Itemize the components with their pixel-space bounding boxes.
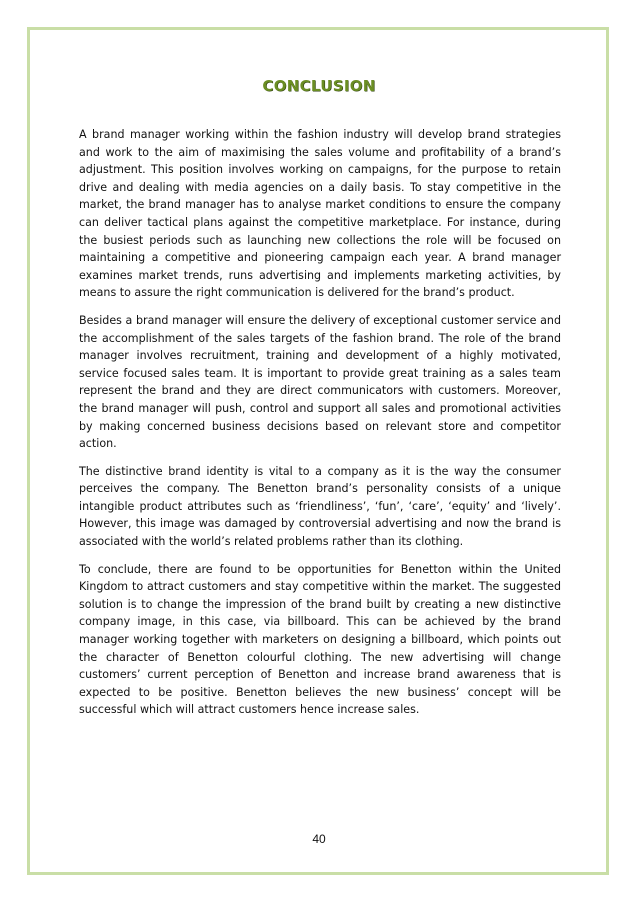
page-number: 40 — [312, 832, 326, 846]
paragraph-1: A brand manager working within the fashion industry will develop brand strategies and work to the aim of maximising the sales volume and profitability of a brand’s adjustment. This position involves working on campaigns, for the purpose to retain drive and dealing with media agencies on a daily basis. To stay competitive in the market, the brand manager has to analyse market conditions to ensure the company can deliver tactical plans against the competitive marketplace. For instance, during the busiest periods such as launching new collections the role will be focused on maintaining a competitive and pioneering campaign each year. A brand manager examines market trends, runs advertising and implements marketing activities, by means to assure the right communication is delivered for the brand’s product. — [79, 128, 561, 300]
paragraph-4: To conclude, there are found to be opportunities for Benetton within the United Kingdom to attract customers and stay competitive within the market. The suggested solution is to change the impression of the brand built by creating a new distinctive company image, in this case, via billboard. This can be achieved by the brand manager working together with marketers on designing a billboard, which points out the character of Benetton colourful clothing. The new advertising will change customers’ current perception of Benetton and increase brand awareness that is expected to be positive. Benetton believes the new business’ concept will be successful which will attract customers hence increase sales. — [79, 562, 561, 717]
paragraph-2: Besides a brand manager will ensure the delivery of exceptional customer service and the accomplishment of the sales targets of the fashion brand. The role of the brand manager involves recruitment, training and development of a highly motivated, service focused sales team. It is important to provide great training as a sales team represent the brand and they are direct communicators with customers. Moreover, the brand manager will push, control and support all sales and promotional activities by making concerned business decisions based on relevant store and competitor action. — [79, 313, 561, 451]
paragraph-3: The distinctive brand identity is vital to a company as it is the way the consumer perceives the company. The Benetton brand’s personality consists of a unique intangible product attributes such as ‘friendliness’, ‘fun’, ‘care’, ‘equity’ and ‘lively’. However, this image was damaged by controversial advertising and now the brand is associated with the world’s related problems rather than its clothing. — [79, 464, 561, 549]
page-title: CONCLUSION — [262, 77, 376, 95]
body-text — [79, 126, 561, 729]
